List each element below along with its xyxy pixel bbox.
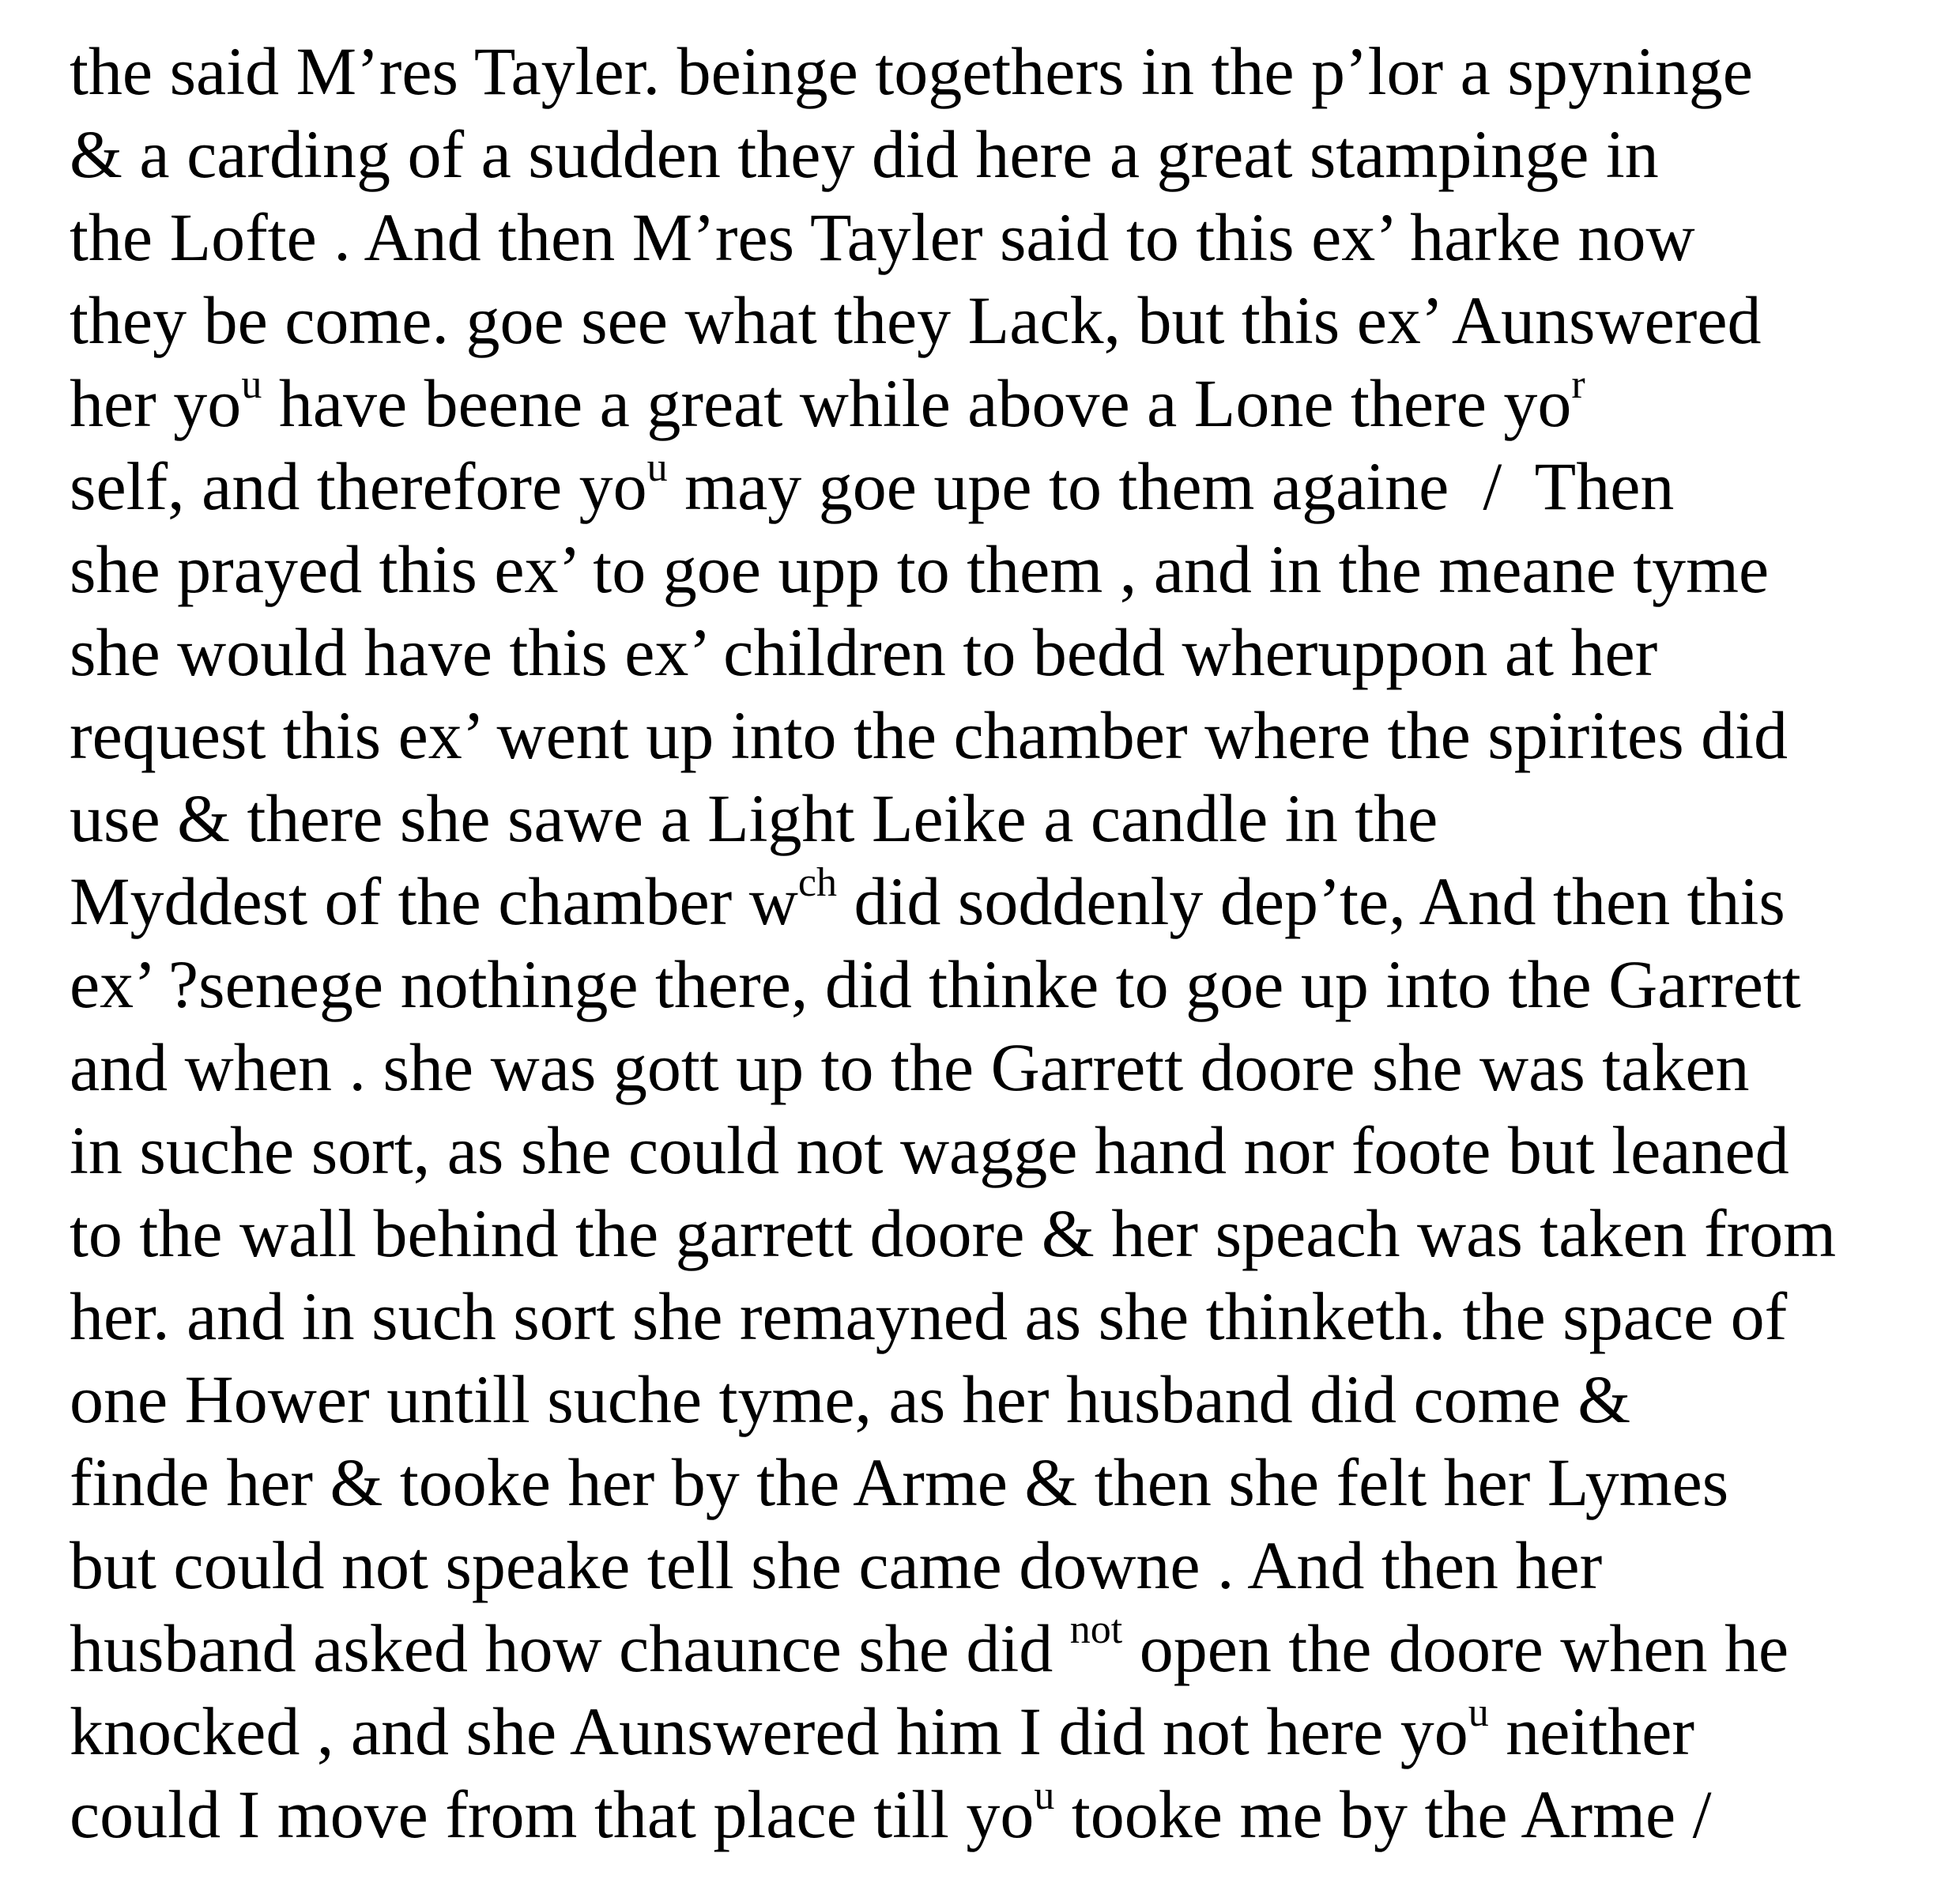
text-segment: in suche sort, as she could not wagge hand nor foote but leaned	[70, 1112, 1789, 1188]
text-segment: they be come. goe see what they Lack, but this ex’ Aunswered	[70, 282, 1762, 358]
superscript-abbreviation: not	[1069, 1607, 1123, 1653]
text-segment: knocked , and she Aunswered him I did not here yo	[70, 1693, 1468, 1769]
text-line	[70, 860, 1951, 943]
text-segment: to the wall behind the garrett doore & her speach was taken from	[70, 1195, 1837, 1271]
text-line	[70, 30, 1951, 113]
text-line	[70, 943, 1951, 1026]
text-segment: may goe upe to them againe / Then	[667, 448, 1675, 524]
text-segment: use & there she sawe a Light Leike a candle in the	[70, 780, 1438, 856]
text-line	[70, 1192, 1951, 1275]
text-segment: the Lofte . And then M’res Tayler said to this ex’ harke now	[70, 199, 1695, 275]
text-segment: request this ex’ went up into the chamber where the spirites did	[70, 697, 1788, 773]
text-line	[70, 611, 1951, 694]
superscript-abbreviation: u	[241, 362, 262, 408]
text-line	[70, 1109, 1951, 1192]
text-line	[70, 1358, 1951, 1441]
text-segment: tooke me by the Arme /	[1054, 1776, 1712, 1852]
superscript-abbreviation: u	[1468, 1690, 1489, 1736]
text-segment: and when . she was gott up to the Garrett doore she was taken	[70, 1029, 1750, 1105]
text-line	[70, 528, 1951, 611]
text-segment: the said M’res Tayler. beinge togethers in the p’lor a spyninge	[70, 33, 1753, 109]
text-segment: Myddest of the chamber w	[70, 863, 798, 939]
text-segment: have beene a great while above a Lone there yo	[262, 365, 1572, 441]
text-segment: finde her & tooke her by the Arme & then she felt her Lymes	[70, 1444, 1729, 1520]
superscript-abbreviation: u	[1034, 1773, 1055, 1819]
text-segment: one Hower untill suche tyme, as her husband did come &	[70, 1361, 1631, 1437]
text-line	[70, 1441, 1951, 1524]
text-segment: but could not speake tell she came downe . And then her	[70, 1527, 1603, 1603]
superscript-abbreviation: r	[1571, 362, 1585, 408]
superscript-abbreviation: ch	[797, 860, 837, 906]
text-line	[70, 1607, 1951, 1690]
text-segment: did soddenly dep’te, And then this	[836, 863, 1785, 939]
text-segment: ex’ ?senege nothinge there, did thinke to goe up into the Garrett	[70, 946, 1801, 1022]
text-line	[70, 113, 1951, 196]
text-line	[70, 279, 1951, 362]
text-segment: neither	[1488, 1693, 1695, 1769]
text-segment: she would have this ex’ children to bedd wheruppon at her	[70, 614, 1658, 690]
text-segment: her. and in such sort she remayned as she thinketh. the space of	[70, 1278, 1788, 1354]
text-line	[70, 196, 1951, 279]
text-segment: could I move from that place till yo	[70, 1776, 1035, 1852]
text-line	[70, 1690, 1951, 1773]
text-segment: open the doore when he	[1122, 1610, 1789, 1686]
text-line	[70, 1524, 1951, 1607]
transcript-page	[70, 30, 1951, 1856]
text-line	[70, 1026, 1951, 1109]
text-line	[70, 1275, 1951, 1358]
text-segment: self, and therefore yo	[70, 448, 647, 524]
text-line	[70, 362, 1951, 445]
text-segment: her yo	[70, 365, 242, 441]
text-line	[70, 445, 1951, 528]
superscript-abbreviation: u	[646, 445, 668, 491]
text-line	[70, 694, 1951, 777]
text-segment: husband asked how chaunce she did	[70, 1610, 1070, 1686]
text-segment: she prayed this ex’ to goe upp to them , and in the meane tyme	[70, 531, 1770, 607]
text-line	[70, 1773, 1951, 1856]
text-line	[70, 777, 1951, 860]
text-segment: & a carding of a sudden they did here a great stampinge in	[70, 116, 1659, 192]
